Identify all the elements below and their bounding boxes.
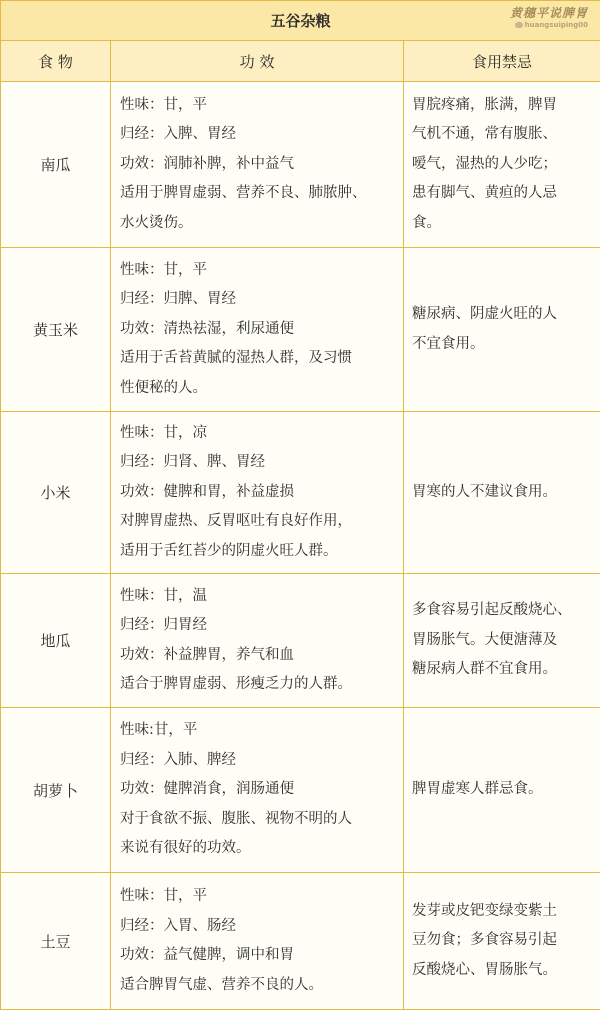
taboo-line: 反酸烧心、胃肠胀气。 bbox=[412, 956, 596, 986]
effect-line: 性味：甘，温 bbox=[120, 582, 401, 612]
effect-line: 归经：归胃经 bbox=[120, 611, 401, 641]
table-row bbox=[1, 873, 600, 1010]
title-row bbox=[1, 1, 600, 41]
watermark-main: 黄穗平说脾胃 bbox=[510, 7, 588, 19]
food-taboo bbox=[404, 412, 600, 574]
taboo-line: 多食容易引起反酸烧心、 bbox=[412, 596, 596, 626]
food-name: 土豆 bbox=[1, 873, 111, 1010]
food-effect bbox=[111, 574, 404, 708]
table-title: 五谷杂粮 bbox=[271, 12, 331, 30]
food-taboo bbox=[404, 574, 600, 708]
food-name: 胡萝卜 bbox=[1, 708, 111, 873]
food-effect bbox=[111, 248, 404, 412]
taboo-line: 胃寒的人不建议食用。 bbox=[412, 478, 596, 508]
wechat-icon bbox=[515, 22, 523, 28]
effect-line: 归经：入脾、胃经 bbox=[120, 120, 401, 150]
effect-line: 功效：健脾消食，润肠通便 bbox=[120, 775, 401, 805]
effect-line: 适用于舌红苔少的阴虚火旺人群。 bbox=[120, 537, 401, 567]
taboo-line: 气机不通，常有腹胀、 bbox=[412, 120, 596, 150]
food-name: 地瓜 bbox=[1, 574, 111, 708]
table-row bbox=[1, 708, 600, 873]
table-row bbox=[1, 82, 600, 248]
effect-line: 性味：甘，平 bbox=[120, 882, 401, 912]
effect-line: 归经：归脾、胃经 bbox=[120, 285, 401, 315]
watermark bbox=[510, 7, 588, 29]
effect-line: 功效：润肺补脾，补中益气 bbox=[120, 150, 401, 180]
effect-line: 功效：补益脾胃，养气和血 bbox=[120, 641, 401, 671]
food-name: 黄玉米 bbox=[1, 248, 111, 412]
taboo-line: 食。 bbox=[412, 209, 596, 239]
effect-line: 适合于脾胃虚弱、形瘦乏力的人群。 bbox=[120, 670, 401, 700]
taboo-line: 脾胃虚寒人群忌食。 bbox=[412, 775, 596, 805]
table-row bbox=[1, 412, 600, 574]
effect-line: 归经：入肺、脾经 bbox=[120, 746, 401, 776]
taboo-line: 糖尿病、阴虚火旺的人 bbox=[412, 300, 596, 330]
header-row bbox=[1, 41, 600, 82]
effect-line: 性味：甘，平 bbox=[120, 256, 401, 286]
effect-line: 对于食欲不振、腹胀、视物不明的人 bbox=[120, 805, 401, 835]
effect-line: 水火烫伤。 bbox=[120, 209, 401, 239]
effect-line: 功效：益气健脾，调中和胃 bbox=[120, 941, 401, 971]
taboo-line: 豆勿食；多食容易引起 bbox=[412, 926, 596, 956]
food-name: 小米 bbox=[1, 412, 111, 574]
effect-line: 来说有很好的功效。 bbox=[120, 834, 401, 864]
header-food: 食 物 bbox=[1, 41, 111, 82]
effect-line: 适用于脾胃虚弱、营养不良、肺脓肿、 bbox=[120, 179, 401, 209]
food-taboo bbox=[404, 708, 600, 873]
taboo-line: 胃脘疼痛，胀满，脾胃 bbox=[412, 91, 596, 121]
effect-line: 性味：甘，平 bbox=[120, 91, 401, 121]
effect-line: 功效：健脾和胃，补益虚损 bbox=[120, 478, 401, 508]
taboo-line: 发芽或皮钯变绿变紫土 bbox=[412, 897, 596, 927]
effect-line: 适用于舌苔黄腻的湿热人群，及习惯 bbox=[120, 344, 401, 374]
header-effect: 功 效 bbox=[111, 41, 404, 82]
effect-line: 适合脾胃气虚、营养不良的人。 bbox=[120, 971, 401, 1001]
effect-line: 对脾胃虚热、反胃呕吐有良好作用， bbox=[120, 507, 401, 537]
table-title-cell bbox=[1, 1, 600, 41]
header-taboo: 食用禁忌 bbox=[404, 41, 600, 82]
food-effect bbox=[111, 412, 404, 574]
effect-line: 归经：归肾、脾、胃经 bbox=[120, 448, 401, 478]
taboo-line: 不宜食用。 bbox=[412, 330, 596, 360]
food-name: 南瓜 bbox=[1, 82, 111, 248]
table-row bbox=[1, 574, 600, 708]
taboo-line: 糖尿病人群不宜食用。 bbox=[412, 655, 596, 685]
food-taboo bbox=[404, 873, 600, 1010]
food-taboo bbox=[404, 248, 600, 412]
effect-line: 性便秘的人。 bbox=[120, 374, 401, 404]
table-row bbox=[1, 248, 600, 412]
food-taboo bbox=[404, 82, 600, 248]
effect-line: 归经：入胃、肠经 bbox=[120, 912, 401, 942]
effect-line: 功效：清热祛湿，利尿通便 bbox=[120, 315, 401, 345]
effect-line: 性味：甘，凉 bbox=[120, 419, 401, 449]
taboo-line: 患有脚气、黄疸的人忌 bbox=[412, 179, 596, 209]
food-effect bbox=[111, 82, 404, 248]
table-body bbox=[1, 82, 600, 1010]
food-effect bbox=[111, 873, 404, 1010]
taboo-line: 胃肠胀气。大便溏薄及 bbox=[412, 626, 596, 656]
taboo-line: 嗳气，湿热的人少吃； bbox=[412, 150, 596, 180]
watermark-sub: huangsuiping00 bbox=[525, 21, 588, 29]
effect-line: 性味:甘，平 bbox=[120, 716, 401, 746]
food-effect bbox=[111, 708, 404, 873]
